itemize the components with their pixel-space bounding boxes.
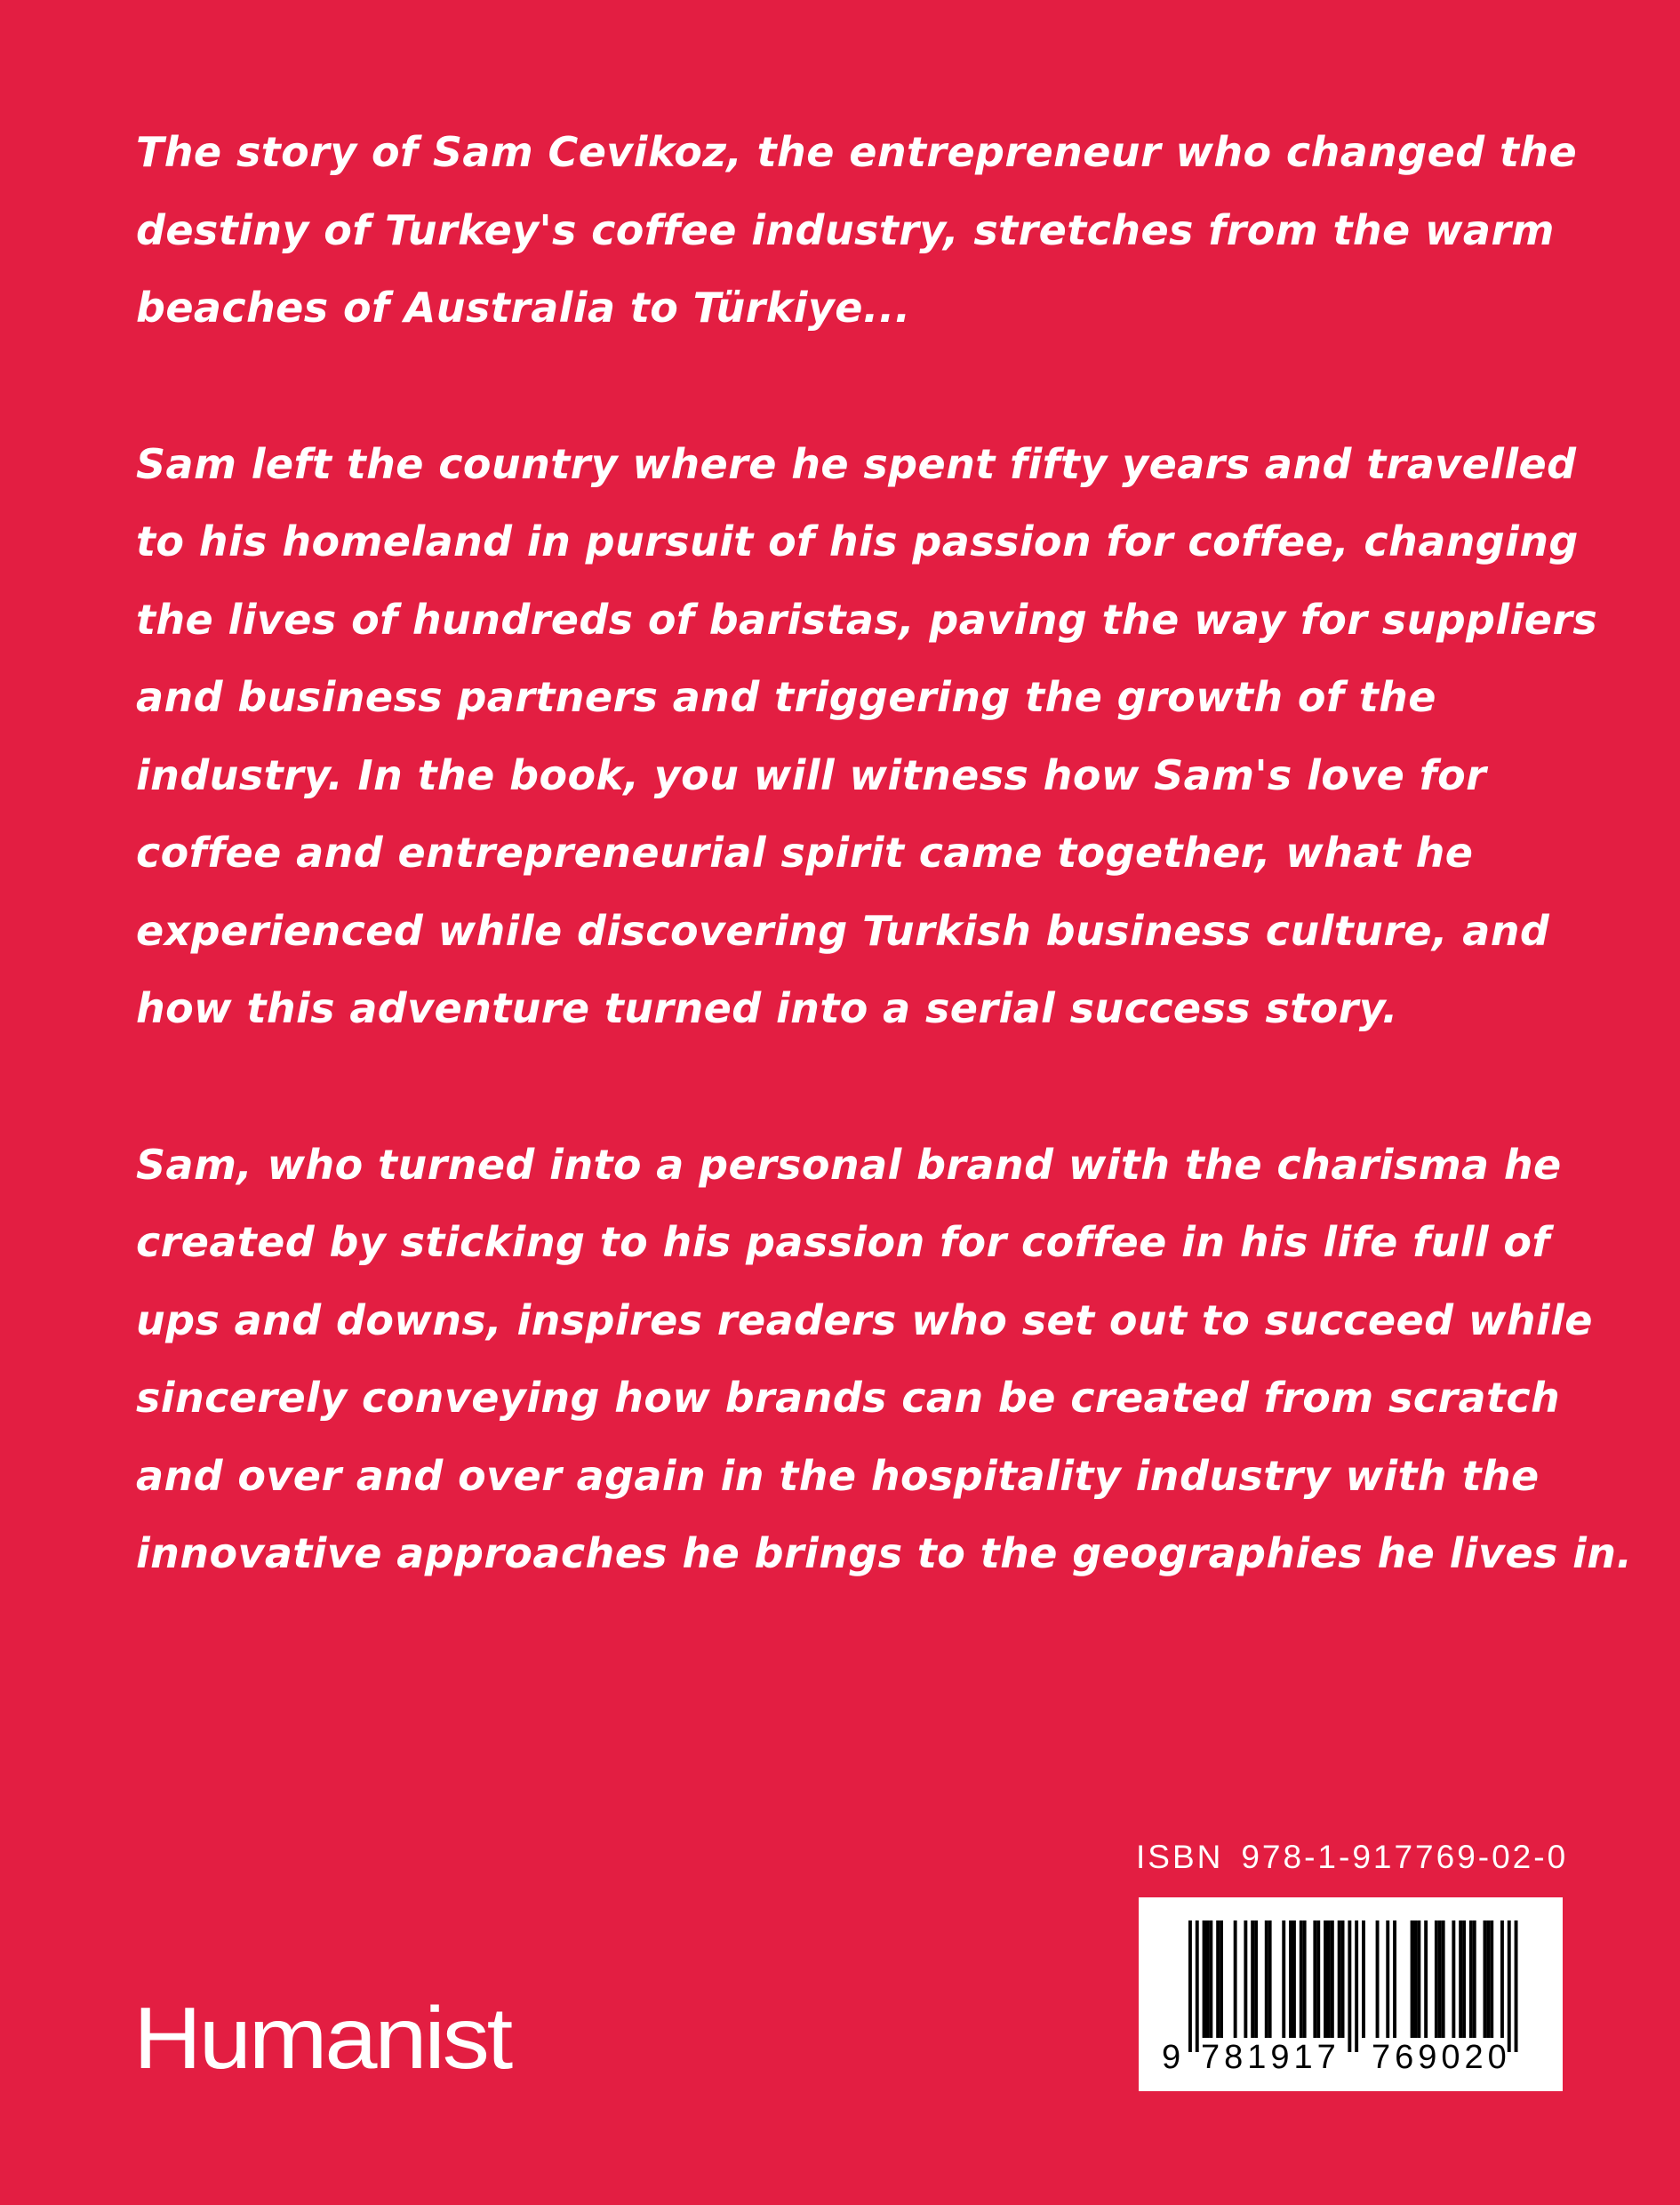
barcode-bar bbox=[1490, 1920, 1493, 2038]
barcode-bar bbox=[1486, 1920, 1490, 2038]
barcode-bar bbox=[1268, 1920, 1272, 2038]
blurb-line: to his homeland in pursuit of his passion for coffee, changing bbox=[136, 517, 1579, 565]
barcode-bar bbox=[1209, 1920, 1212, 2038]
barcode-bar bbox=[1234, 1920, 1237, 2038]
blurb-paragraph-3 bbox=[136, 1127, 1633, 1593]
blurb-line: the lives of hundreds of baristas, paving the way for suppliers bbox=[136, 595, 1598, 644]
blurb-line: ups and downs, inspires readers who set out to succeed while bbox=[136, 1295, 1593, 1344]
barcode-bar bbox=[1414, 1920, 1418, 2038]
blurb-line: created by sticking to his passion for coffee in his life full of bbox=[136, 1218, 1550, 1266]
barcode-bar bbox=[1338, 1920, 1341, 2038]
barcode-bar bbox=[1393, 1920, 1396, 2038]
blurb-line: The story of Sam Cevikoz, the entrepreneur who changed the bbox=[136, 128, 1578, 176]
barcode-bar bbox=[1216, 1920, 1220, 2038]
barcode-bar bbox=[1500, 1920, 1504, 2038]
barcode-bar bbox=[1376, 1920, 1380, 2038]
barcode-bar bbox=[1303, 1920, 1307, 2038]
barcode-bar bbox=[1417, 1920, 1420, 2038]
barcode-bar bbox=[1289, 1920, 1292, 2038]
blurb-paragraph-1 bbox=[136, 114, 1576, 348]
barcode-bar bbox=[1386, 1920, 1389, 2038]
blurb-line: and business partners and triggering the growth of the bbox=[136, 673, 1436, 721]
publisher-name: Humanist bbox=[133, 1990, 514, 2087]
barcode-bar bbox=[1411, 1920, 1414, 2038]
blurb-line: how this adventure turned into a serial success story. bbox=[136, 984, 1398, 1032]
blurb-line: industry. In the book, you will witness how Sam's love for bbox=[136, 750, 1487, 799]
blurb-line: destiny of Turkey's coffee industry, stretches from the warm bbox=[136, 205, 1555, 254]
isbn-number: 978-1-917769-02-0 bbox=[1241, 1839, 1569, 1875]
barcode-bar bbox=[1244, 1920, 1247, 2038]
barcode-bar bbox=[1424, 1920, 1428, 2038]
barcode-bar bbox=[1324, 1920, 1327, 2038]
blurb-line: and over and over again in the hospitality industry with the bbox=[136, 1451, 1540, 1500]
barcode-bar bbox=[1473, 1920, 1476, 2038]
blurb-line: Sam, who turned into a personal brand with the charisma he bbox=[136, 1140, 1562, 1189]
barcode-bar bbox=[1341, 1920, 1345, 2038]
blurb-line: innovative approaches he brings to the geographies he lives in. bbox=[136, 1529, 1633, 1577]
barcode-bar bbox=[1469, 1920, 1473, 2038]
isbn-label: ISBN bbox=[1136, 1839, 1224, 1875]
barcode-bar bbox=[1254, 1920, 1258, 2038]
barcode-bar bbox=[1282, 1920, 1285, 2038]
barcode-bar bbox=[1435, 1920, 1438, 2038]
barcode-digit-group-right: 769020 bbox=[1372, 2039, 1511, 2076]
barcode-bar bbox=[1265, 1920, 1268, 2038]
barcode-bar bbox=[1300, 1920, 1303, 2038]
barcode-bar bbox=[1292, 1920, 1296, 2038]
barcode-bar bbox=[1442, 1920, 1445, 2038]
blurb-paragraph-2 bbox=[136, 426, 1598, 1048]
blurb-line: experienced while discovering Turkish business culture, and bbox=[136, 906, 1550, 955]
blurb-line: sincerely conveying how brands can be created from scratch bbox=[136, 1374, 1561, 1422]
barcode-bar bbox=[1459, 1920, 1462, 2038]
barcode-bar bbox=[1313, 1920, 1316, 2038]
barcode-digit-group-left: 781917 bbox=[1201, 2039, 1340, 2076]
barcode-bar bbox=[1362, 1920, 1365, 2038]
barcode-bar bbox=[1484, 1920, 1487, 2038]
blurb-line: coffee and entrepreneurial spirit came together, what he bbox=[136, 829, 1474, 877]
isbn-line bbox=[1136, 1835, 1569, 1880]
isbn-barcode bbox=[1139, 1897, 1563, 2091]
barcode-bar bbox=[1251, 1920, 1254, 2038]
barcode-digit-lead: 9 bbox=[1162, 2039, 1181, 2076]
blurb-line: beaches of Australia to Türkiye... bbox=[136, 284, 911, 332]
publisher-logo-wordmark bbox=[133, 1990, 524, 2088]
barcode-bar bbox=[1203, 1920, 1206, 2038]
barcode-bar bbox=[1438, 1920, 1442, 2038]
barcode-bar bbox=[1220, 1920, 1223, 2038]
barcode-digits bbox=[1139, 2031, 1563, 2084]
barcode-bar bbox=[1327, 1920, 1331, 2038]
blurb-line: Sam left the country where he spent fifty years and travelled bbox=[136, 439, 1577, 488]
barcode-bar bbox=[1206, 1920, 1210, 2038]
barcode-bar bbox=[1316, 1920, 1320, 2038]
barcode-bar bbox=[1331, 1920, 1334, 2038]
barcode-bar bbox=[1462, 1920, 1466, 2038]
barcode-bar bbox=[1452, 1920, 1455, 2038]
publisher-logo bbox=[133, 1990, 524, 2088]
back-cover-blurb bbox=[136, 114, 1633, 1672]
